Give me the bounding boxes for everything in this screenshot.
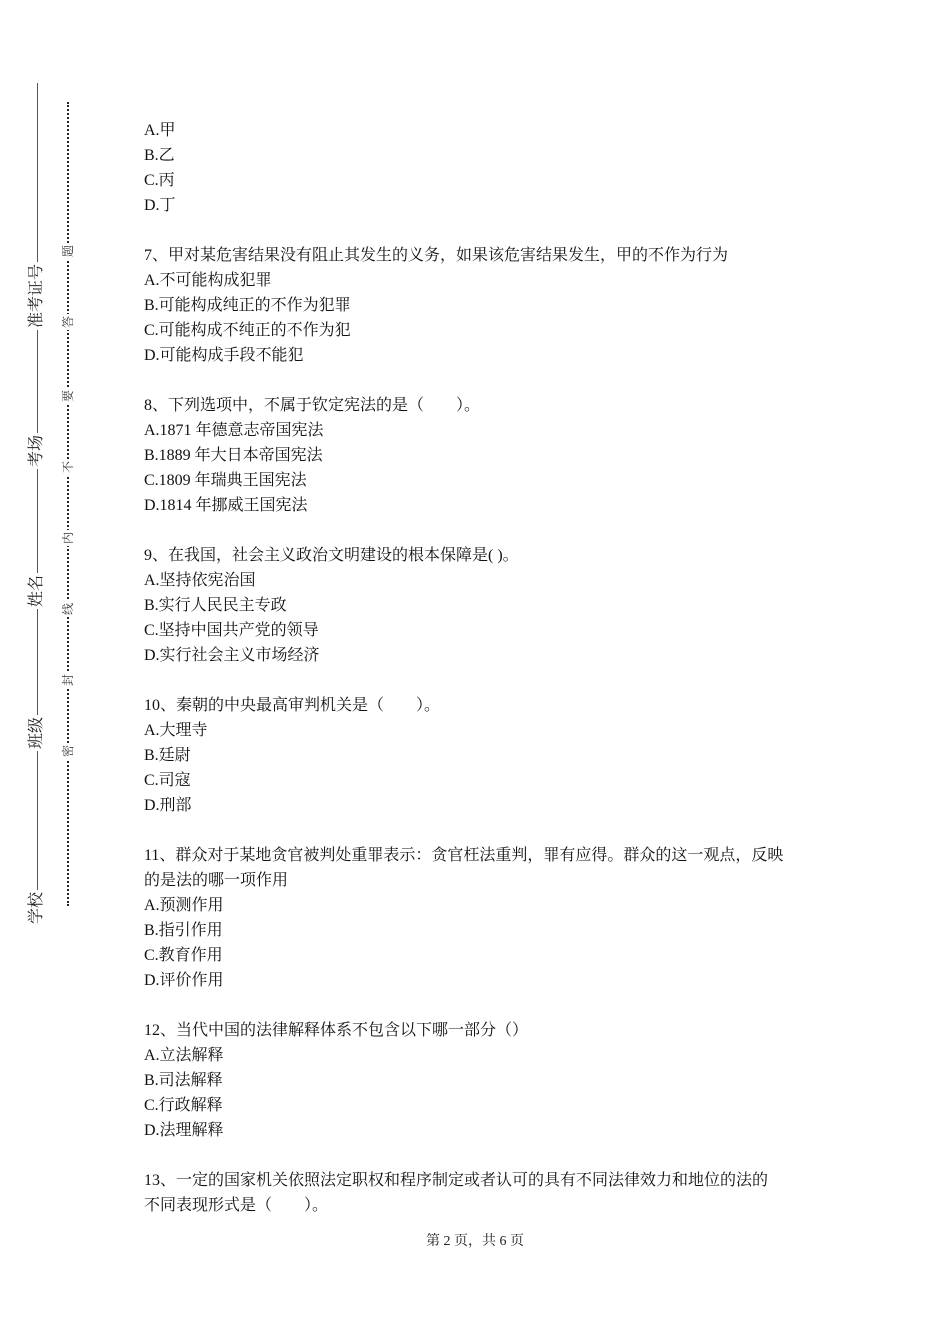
field-label-exam-number: 准考证号 xyxy=(28,263,45,329)
seal-char: 内 xyxy=(61,531,75,545)
spacer xyxy=(144,993,814,1018)
question-title: 9、在我国，社会主义政治文明建设的根本保障是( )。 xyxy=(144,547,519,564)
option-d: D.刑部 xyxy=(144,797,192,814)
question-6-options xyxy=(144,118,814,218)
seal-char: 要 xyxy=(61,389,75,403)
page-indicator: 第 2 页，共 6 页 xyxy=(426,1234,524,1249)
question-12 xyxy=(144,1018,814,1143)
option-a: A.坚持依宪治国 xyxy=(144,572,256,589)
binding-margin xyxy=(0,0,100,1344)
option-d: D.可能构成手段不能犯 xyxy=(144,347,304,364)
seal-char: 线 xyxy=(61,602,75,616)
question-8 xyxy=(144,393,814,518)
spacer xyxy=(144,368,814,393)
field-label-class: 班级 xyxy=(28,716,45,750)
spacer xyxy=(144,668,814,693)
spacer xyxy=(144,518,814,543)
option-b: B.可能构成纯正的不作为犯罪 xyxy=(144,297,351,314)
option-d: D.评价作用 xyxy=(144,972,224,989)
seal-char: 密 xyxy=(61,744,75,758)
option-c: C.行政解释 xyxy=(144,1097,223,1114)
question-9 xyxy=(144,543,814,668)
option-b: B.1889 年大日本帝国宪法 xyxy=(144,447,323,464)
spacer xyxy=(144,1143,814,1168)
option-a: A.1871 年德意志帝国宪法 xyxy=(144,422,324,439)
question-title-line-2: 的是法的哪一项作用 xyxy=(144,872,289,889)
option-a: A.不可能构成犯罪 xyxy=(144,272,272,289)
option-a: A.预测作用 xyxy=(144,897,224,914)
option-c: C.司寇 xyxy=(144,772,191,789)
field-label-name: 姓名 xyxy=(28,574,45,608)
spacer xyxy=(144,818,814,843)
question-title-line-1: 11、群众对于某地贪官被判处重罪表示：贪官枉法重判，罪有应得。群众的这一观点，反映 xyxy=(144,847,784,864)
field-label-exam-room: 考场 xyxy=(28,434,45,468)
option-c: C.坚持中国共产党的领导 xyxy=(144,622,319,639)
option-a: A.立法解释 xyxy=(144,1047,224,1064)
question-title: 10、秦朝的中央最高审判机关是（ ）。 xyxy=(144,697,441,714)
option-d: D.法理解释 xyxy=(144,1122,224,1139)
option-a: A.甲 xyxy=(144,122,176,139)
question-title-line-1: 13、一定的国家机关依照法定职权和程序制定或者认可的具有不同法律效力和地位的法的 xyxy=(144,1172,769,1189)
question-title: 7、甲对某危害结果没有阻止其发生的义务，如果该危害结果发生，甲的不作为行为 xyxy=(144,247,729,264)
seal-dotted-line xyxy=(67,102,69,906)
option-b: B.乙 xyxy=(144,147,175,164)
binding-solid-line xyxy=(37,83,38,923)
option-b: B.实行人民民主专政 xyxy=(144,597,287,614)
seal-char: 答 xyxy=(61,315,75,329)
spacer xyxy=(144,218,814,243)
exam-content xyxy=(144,118,814,1218)
option-b: B.廷尉 xyxy=(144,747,191,764)
question-11 xyxy=(144,843,814,993)
option-c: C.丙 xyxy=(144,172,175,189)
field-label-school: 学校 xyxy=(28,891,45,925)
question-13 xyxy=(144,1168,814,1218)
seal-char: 题 xyxy=(61,244,75,258)
option-c: C.可能构成不纯正的不作为犯 xyxy=(144,322,351,339)
seal-char: 不 xyxy=(61,460,75,474)
option-d: D.实行社会主义市场经济 xyxy=(144,647,320,664)
option-d: D.丁 xyxy=(144,197,176,214)
question-title: 8、下列选项中，不属于钦定宪法的是（ ）。 xyxy=(144,397,481,414)
question-7 xyxy=(144,243,814,368)
question-10 xyxy=(144,693,814,818)
option-b: B.司法解释 xyxy=(144,1072,223,1089)
option-b: B.指引作用 xyxy=(144,922,223,939)
seal-char: 封 xyxy=(61,673,75,687)
option-c: C.教育作用 xyxy=(144,947,223,964)
question-title-line-2: 不同表现形式是（ ）。 xyxy=(144,1197,329,1214)
option-a: A.大理寺 xyxy=(144,722,208,739)
option-d: D.1814 年挪威王国宪法 xyxy=(144,497,308,514)
option-c: C.1809 年瑞典王国宪法 xyxy=(144,472,307,489)
question-title: 12、当代中国的法律解释体系不包含以下哪一部分（） xyxy=(144,1022,529,1039)
